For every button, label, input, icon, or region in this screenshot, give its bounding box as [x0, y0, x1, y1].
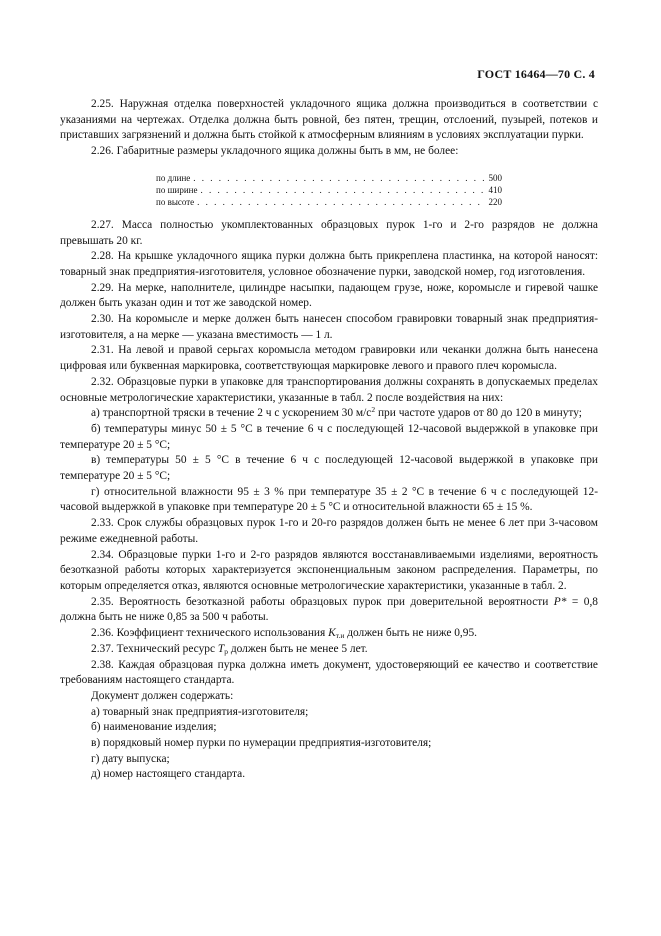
dimension-value: 220 — [488, 196, 502, 207]
document-item: в) порядковый номер пурки по нумерации предприятия-изготовителя; — [91, 737, 432, 750]
clause-2-30: 2.30. На коромысле и мерке должен быть нанесен способом гравировки товарный знак предприятия-изготовителя, а на мерке — указана вместимость — 1 л. — [60, 313, 598, 341]
document-item: а) товарный знак предприятия-изготовителя; — [91, 705, 309, 718]
clause-2-38: 2.38. Каждая образцовая пурка должна иметь документ, удостоверяющий ее качество и соответствие требованиям настоящего стандарта. — [60, 658, 598, 687]
page-header: ГОСТ 16464—70 С. 4 — [477, 67, 595, 81]
document-intro: Документ должен содержать: — [91, 689, 234, 702]
document-item: д) номер настоящего стандарта. — [91, 768, 246, 781]
item-g: г) относительной влажности 95 ± 3 % при температуре 35 ± 2 °С в течение 6 ч с последующей 12-часовой выдержкой в упаковке при температуре 20 ± 5 °С и относительной влажности 65 ± 15 %. — [60, 485, 598, 514]
variable-t-subscript: р — [224, 646, 228, 656]
item-a — [60, 406, 598, 422]
clause-2-35-text: 2.35. Вероятность безотказной работы образцовых пурок при доверительной вероятности — [91, 595, 554, 608]
variable-p-star: P* — [553, 595, 567, 608]
dimension-label: по длине — [156, 172, 191, 183]
dimension-value: 410 — [488, 184, 502, 195]
dot-leader — [193, 172, 485, 184]
item-b: б) температуры минус 50 ± 5 °С в течение 6 ч с последующей 12-часовой выдержкой в упаковке при температуре 20 ± 5 °С; — [60, 422, 598, 451]
dimension-row — [156, 172, 502, 184]
dot-leader — [197, 196, 485, 208]
clause-2-37-text-end: должен быть не менее 5 лет. — [227, 642, 368, 655]
dimension-value: 500 — [488, 172, 502, 183]
variable-k: K — [328, 627, 336, 640]
item-a-text-end: при частоте ударов от 80 до 120 в минуту; — [375, 407, 582, 420]
dimension-row — [156, 196, 502, 208]
dot-leader — [200, 184, 485, 196]
document-item: б) наименование изделия; — [91, 721, 217, 734]
clause-2-36 — [60, 626, 598, 642]
item-a-superscript: 2 — [371, 405, 376, 415]
dimension-label: по ширине — [156, 184, 198, 195]
clause-2-32: 2.32. Образцовые пурки в упаковке для транспортирования должны сохранять в допускаемых пределах основные метрологические характеристики, указанные в табл. 2 после воздействия на них: — [60, 375, 598, 404]
clause-2-36-text-end: должен быть не ниже 0,95. — [344, 627, 477, 640]
clause-2-27: 2.27. Масса полностью укомплектованных образцовых пурок 1-го и 2-го разрядов не должна превышать 20 кг. — [60, 218, 598, 247]
clause-2-31: 2.31. На левой и правой серьгах коромысла методом гравировки или чеканки должна быть нанесена цифровая или буквенная маркировка, соответствующая маркировке левого и правого плеч коромысла. — [60, 344, 598, 373]
clause-2-29: 2.29. На мерке, наполнителе, цилиндре насыпки, падающем грузе, ноже, коромысле и гиревой чашке должен быть указан один и тот же заводской номер. — [60, 281, 598, 310]
clause-2-36-text: 2.36. Коэффициент технического использования — [91, 627, 329, 640]
dimension-label: по высоте — [156, 196, 195, 207]
dimension-row — [156, 184, 502, 196]
variable-t: T — [217, 642, 225, 655]
clause-2-33: 2.33. Срок службы образцовых пурок 1-го и 20-го разрядов должен быть не менее 6 лет при 3-часовом режиме ежедневной работы. — [60, 517, 598, 545]
clause-2-35-text-end: = 0,8 должна быть не ниже 0,85 за 500 ч работы. — [60, 595, 598, 624]
clause-2-26: 2.26. Габаритные размеры укладочного ящика должны быть в мм, не более: — [91, 145, 459, 158]
clause-2-25: 2.25. Наружная отделка поверхностей укладочного ящика должна производиться в соответствии с указаниями на чертежах. Отделка должна быть ровной, без пятен, трещин, отслоений, пузырей, потеков и приставших загрязнений и должна быть стойкой к атмосферным влияниям в условиях эксплуатации пурки. — [60, 98, 598, 142]
item-a-text: а) транспортной тряски в течение 2 ч с ускорением 30 м/с — [91, 407, 372, 420]
item-v: в) температуры 50 ± 5 °С в течение 6 ч с последующей 12-часовой выдержкой в упаковке при температуре 20 ± 5 °С; — [60, 454, 598, 483]
clause-2-37 — [60, 642, 598, 658]
clause-2-35 — [60, 595, 598, 626]
clause-2-37-text: 2.37. Технический ресурс — [91, 642, 218, 655]
variable-k-subscript: т.и — [335, 631, 345, 641]
dimensions-list — [156, 172, 502, 208]
clause-2-28: 2.28. На крышке укладочного ящика пурки должна быть прикреплена пластинка, на которой наносят: товарный знак предприятия-изготовителя, условное обозначение пурки, заводской номер, год изготовления. — [60, 250, 598, 278]
clause-2-34: 2.34. Образцовые пурки 1-го и 2-го разрядов являются восстанавливаемыми изделиями, вероятность безотказной работы которых характеризуется экспоненциальным законом распределения. Параметры, по которым определяется отказ, являются основные метрологические характеристики, указанные в табл. 2. — [60, 548, 598, 592]
document-item: г) дату выпуска; — [91, 752, 170, 765]
page-content — [60, 97, 598, 783]
